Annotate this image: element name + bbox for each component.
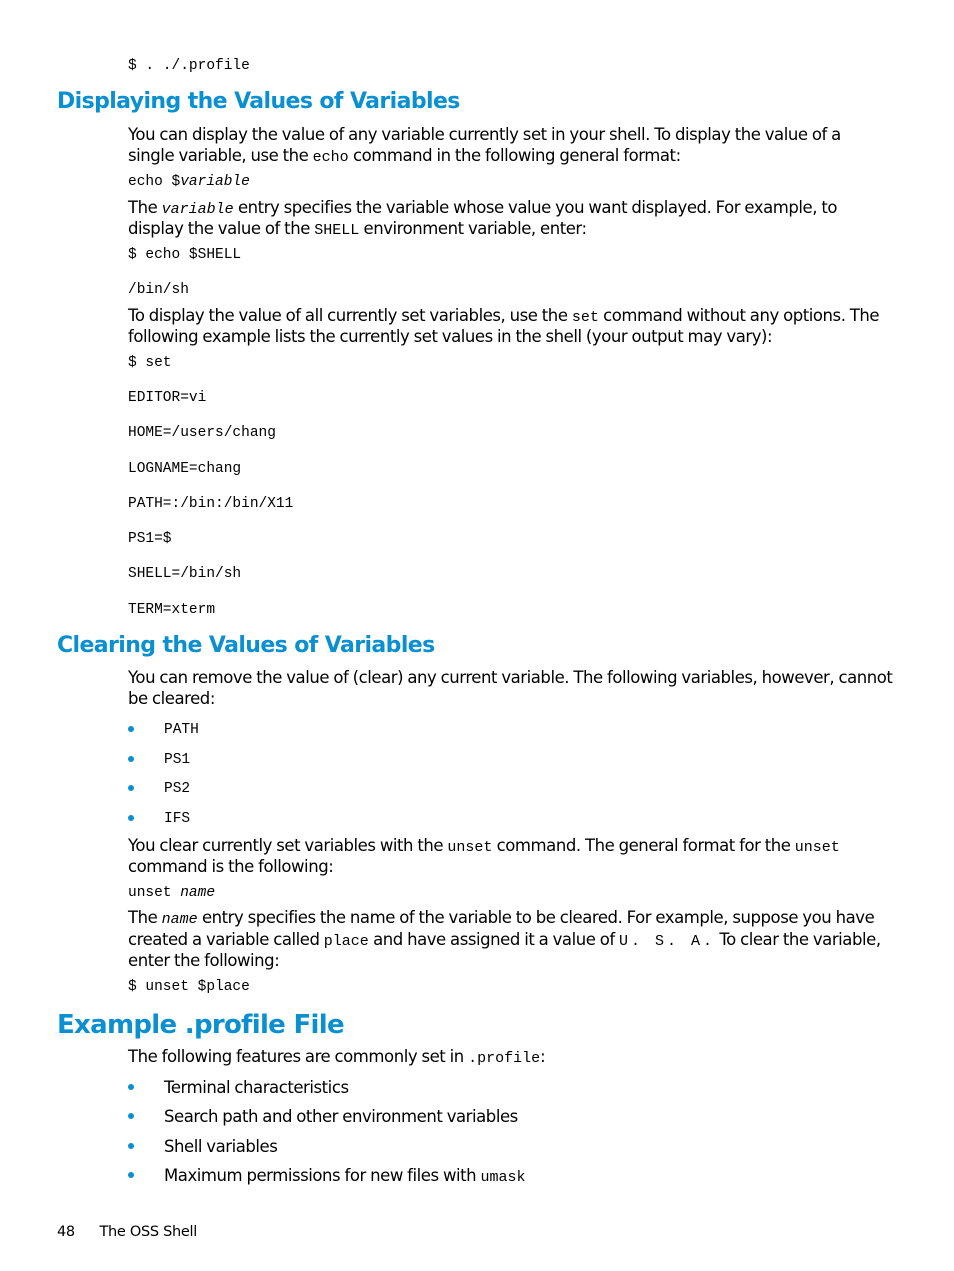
inline-code-name: name	[161, 911, 198, 928]
inline-code-unset: unset	[447, 839, 493, 856]
footer-title: The OSS Shell	[99, 1224, 197, 1240]
code-line-profile: $ . ./.profile	[128, 58, 250, 74]
clear-paragraph-3-line-1: The name entry specifies the name of the variable to be cleared. For example, suppose you have	[128, 908, 875, 928]
set-output-line: $ set	[128, 355, 172, 371]
set-output-line: TERM=xterm	[128, 602, 216, 618]
heading-clearing-values: Clearing the Values of Variables	[57, 633, 435, 658]
unset-place-command: $ unset $place	[128, 979, 250, 995]
heading-example-profile: Example .profile File	[57, 1010, 344, 1040]
clear-paragraph-1-line-1: You can remove the value of (clear) any current variable. The following variables, however, cannot	[128, 668, 893, 687]
bullet-dot	[128, 726, 134, 732]
inline-code-echo: echo	[312, 149, 349, 166]
set-output-line: PS1=$	[128, 531, 172, 547]
set-output-line: PATH=:/bin:/bin/X11	[128, 496, 294, 512]
echo-format-line: echo $variable	[128, 174, 250, 190]
heading-displaying-values: Displaying the Values of Variables	[57, 89, 460, 114]
display-paragraph-2-line-1: The variable entry specifies the variable whose value you want displayed. For example, to	[128, 198, 838, 218]
inline-code-profile: .profile	[468, 1050, 541, 1067]
bullet-dot	[128, 815, 134, 821]
clear-paragraph-1-line-2: be cleared:	[128, 689, 215, 708]
clear-paragraph-3-line-2: created a variable called place and have assigned it a value of U. S. A. To clear the variable,	[128, 930, 881, 950]
set-output-line: EDITOR=vi	[128, 390, 207, 406]
clear-paragraph-2-line-1: You clear currently set variables with the unset command. The general format for the unset	[128, 836, 840, 856]
page-number: 48	[57, 1224, 75, 1240]
set-output-line: LOGNAME=chang	[128, 461, 242, 477]
echo-shell-output: /bin/sh	[128, 282, 189, 298]
inline-code-set: set	[571, 309, 599, 326]
bullet-dot	[128, 756, 134, 762]
list-item-terminal-characteristics: Terminal characteristics	[164, 1078, 349, 1097]
set-output-line: SHELL=/bin/sh	[128, 566, 242, 582]
clear-paragraph-3-line-3: enter the following:	[128, 951, 280, 970]
bullet-dot	[128, 1084, 134, 1090]
inline-code-place: place	[323, 933, 369, 950]
list-item-shell-variables: Shell variables	[164, 1137, 278, 1156]
list-item-max-permissions: Maximum permissions for new files with umask	[164, 1166, 526, 1186]
inline-code-variable: variable	[161, 201, 234, 218]
inline-code-shell: SHELL	[314, 222, 360, 239]
list-item-ifs: IFS	[164, 811, 191, 827]
bullet-dot	[128, 1172, 134, 1178]
list-item-search-path: Search path and other environment variables	[164, 1107, 518, 1126]
echo-shell-command: $ echo $SHELL	[128, 247, 242, 263]
display-paragraph-1-line-1: You can display the value of any variable currently set in your shell. To display the value of a	[128, 125, 841, 144]
page-footer	[57, 1223, 197, 1241]
list-item-path: PATH	[164, 722, 199, 738]
profile-intro: The following features are commonly set in .profile:	[128, 1047, 546, 1067]
inline-code-umask: umask	[480, 1169, 526, 1186]
inline-code-usa: U. S. A.	[619, 933, 716, 950]
set-output-line: HOME=/users/chang	[128, 425, 276, 441]
display-paragraph-1-line-2: single variable, use the echo command in the following general format:	[128, 146, 681, 166]
list-item-ps1: PS1	[164, 752, 191, 768]
list-item-ps2: PS2	[164, 781, 191, 797]
display-paragraph-3-line-2: following example lists the currently set values in the shell (your output may vary):	[128, 327, 773, 346]
unset-format-line: unset name	[128, 885, 216, 901]
bullet-dot	[128, 1143, 134, 1149]
bullet-dot	[128, 785, 134, 791]
inline-code-unset: unset	[794, 839, 840, 856]
clear-paragraph-2-line-2: command is the following:	[128, 857, 334, 876]
display-paragraph-3-line-1: To display the value of all currently set variables, use the set command without any options. The	[128, 306, 880, 326]
display-paragraph-2-line-2: display the value of the SHELL environment variable, enter:	[128, 219, 587, 239]
bullet-dot	[128, 1113, 134, 1119]
